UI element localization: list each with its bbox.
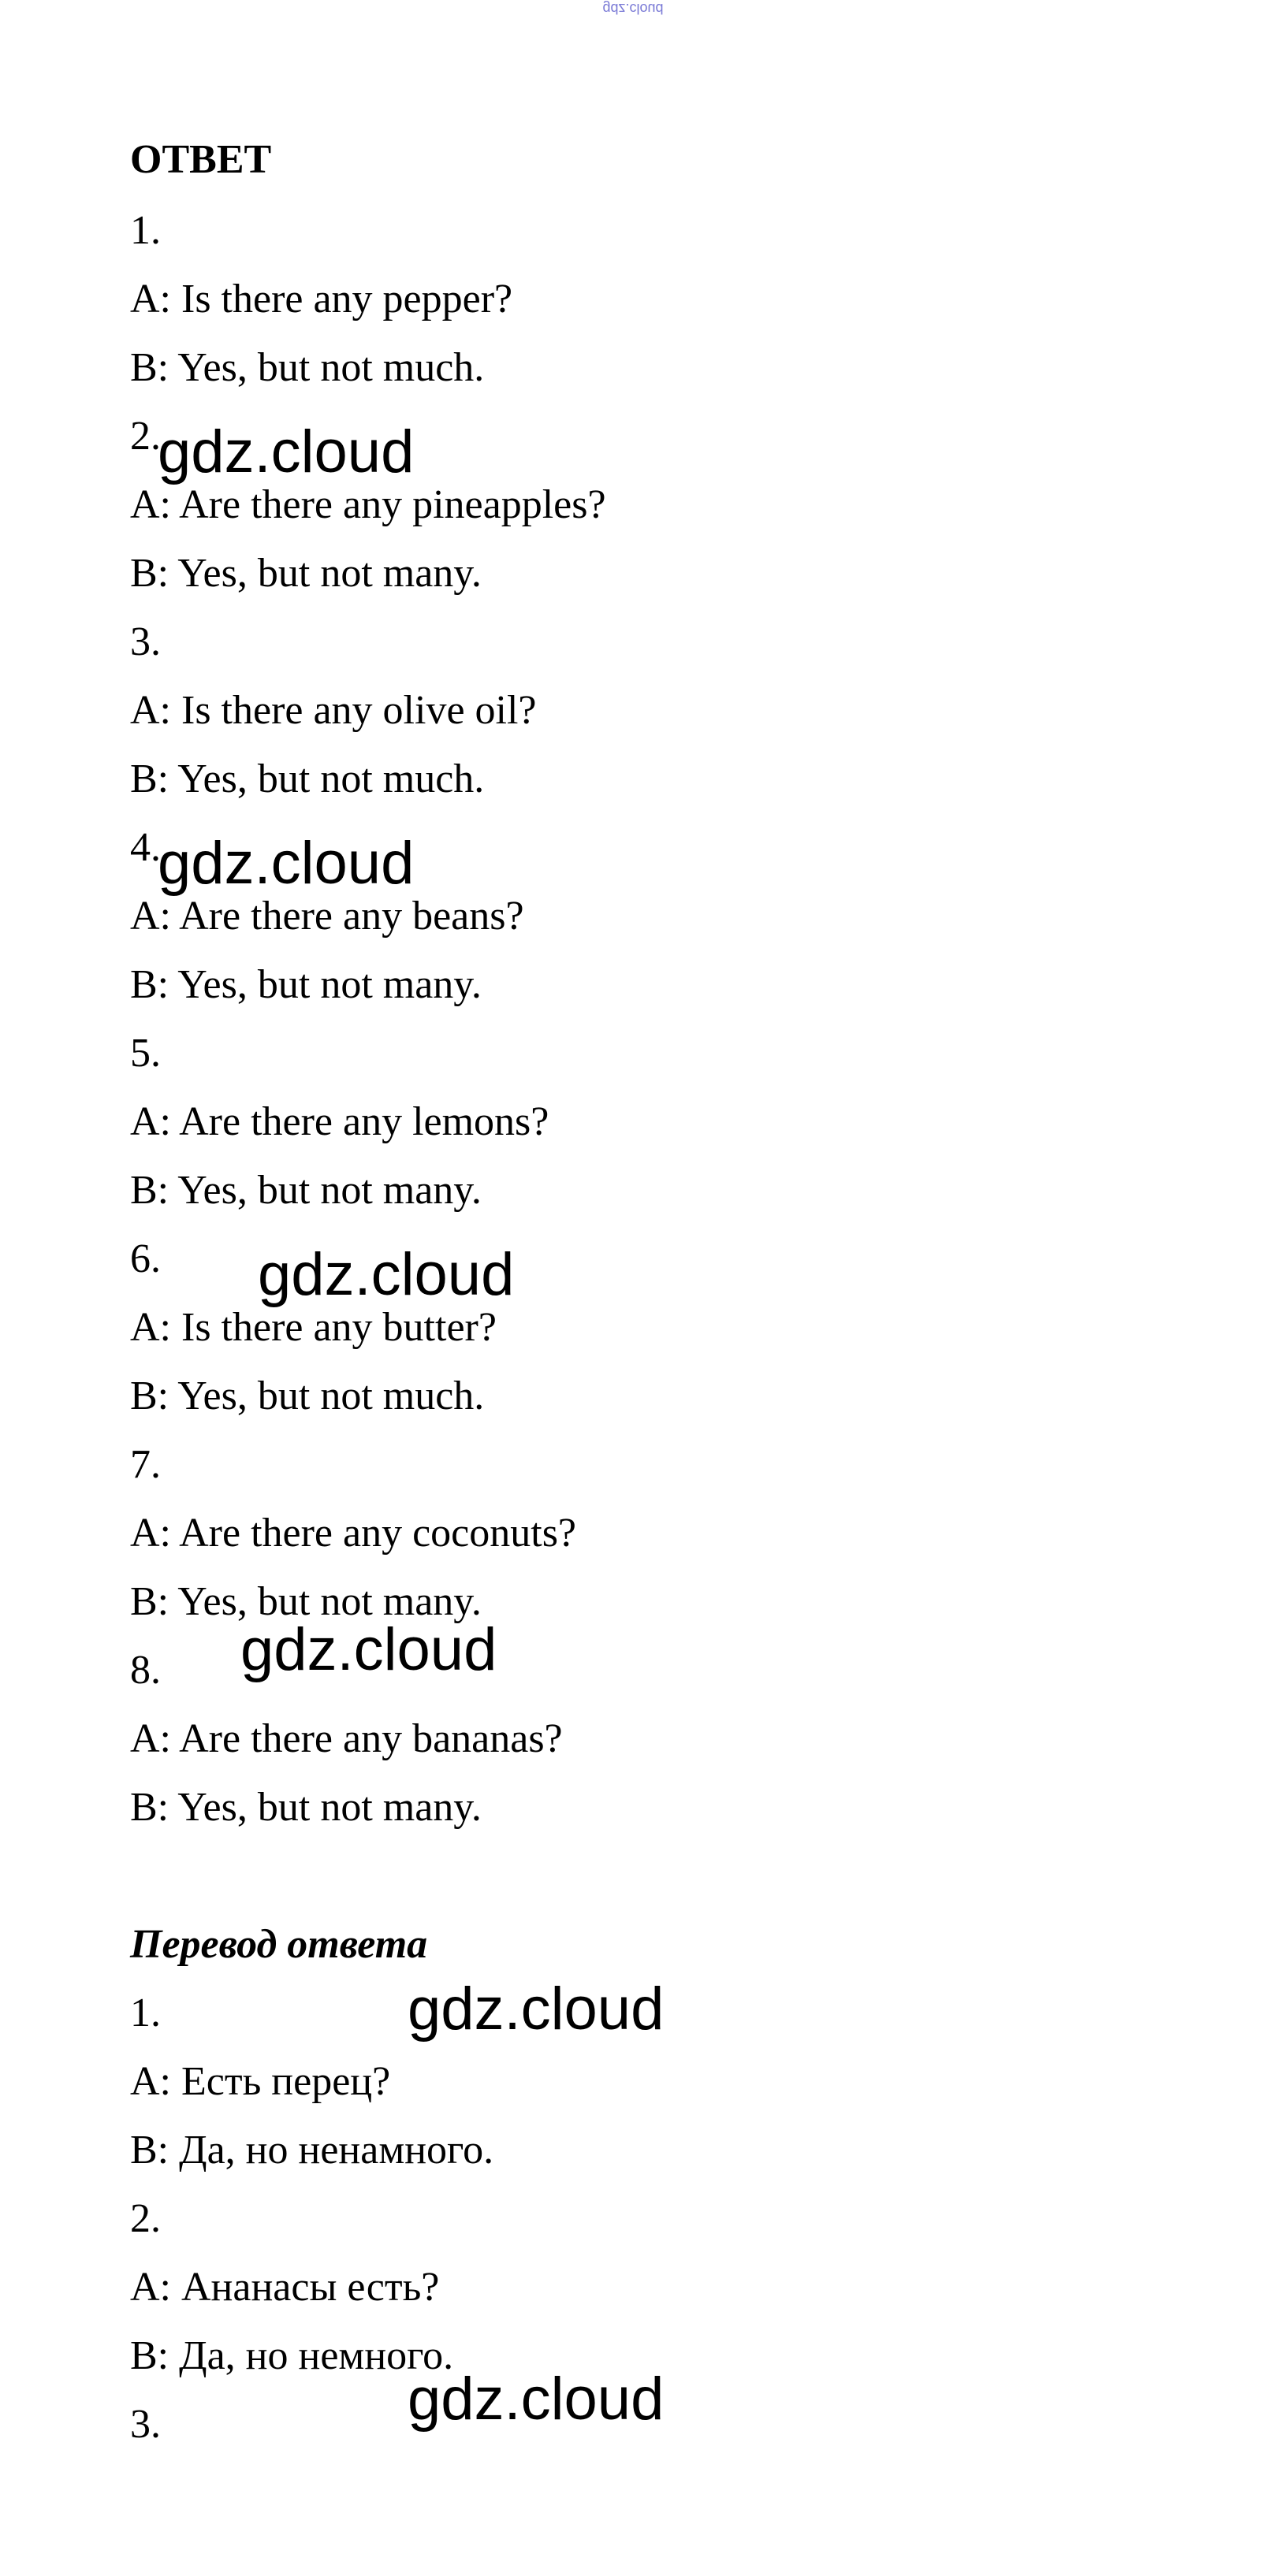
answer-item-8-reply: B: Yes, but not many.	[130, 1785, 482, 1830]
translation-heading: Перевод ответа	[130, 1922, 428, 1967]
answer-item-3-question: A: Is there any olive oil?	[130, 688, 537, 733]
translation-item-1-question: A: Есть перец?	[130, 2059, 391, 2104]
answer-item-3-number: 3.	[130, 619, 161, 664]
watermark: gdz.cloud	[408, 1976, 665, 2043]
watermark: gdz.cloud	[158, 830, 415, 897]
translation-item-1-reply: B: Да, но ненамного.	[130, 2128, 494, 2173]
answer-item-7-reply: B: Yes, but not many.	[130, 1579, 482, 1624]
answer-item-1-reply: B: Yes, but not much.	[130, 345, 485, 390]
answer-item-2-question: A: Are there any pineapples?	[130, 482, 606, 527]
watermark: gdz.cloud	[240, 1616, 497, 1683]
answer-item-4-number: 4.	[130, 825, 161, 870]
translation-item-2-question: A: Ананасы есть?	[130, 2265, 440, 2310]
answer-item-7-number: 7.	[130, 1442, 161, 1487]
answer-item-5-question: A: Are there any lemons?	[130, 1099, 549, 1144]
answer-item-3-reply: B: Yes, but not much.	[130, 756, 485, 801]
answer-item-4-reply: B: Yes, but not many.	[130, 962, 482, 1007]
top-watermark: gdz.cloud	[602, 1, 664, 17]
watermark: gdz.cloud	[408, 2366, 665, 2433]
answer-heading: ОТВЕТ	[130, 137, 272, 182]
translation-item-2-reply: B: Да, но немного.	[130, 2333, 454, 2378]
answer-item-5-number: 5.	[130, 1031, 161, 1076]
translation-item-2-number: 2.	[130, 2196, 161, 2241]
watermark: gdz.cloud	[158, 418, 415, 485]
answer-item-2-reply: B: Yes, but not many.	[130, 551, 482, 596]
answer-item-6-question: A: Is there any butter?	[130, 1305, 497, 1350]
answer-item-8-number: 8.	[130, 1648, 161, 1693]
answer-item-1-question: A: Is there any pepper?	[130, 277, 513, 322]
answer-item-8-question: A: Are there any bananas?	[130, 1716, 563, 1761]
translation-item-1-number: 1.	[130, 1991, 161, 2035]
answer-item-2-number: 2.	[130, 414, 161, 459]
answer-item-6-number: 6.	[130, 1236, 161, 1281]
watermark: gdz.cloud	[258, 1241, 515, 1308]
answer-item-5-reply: B: Yes, but not many.	[130, 1168, 482, 1213]
answer-item-1-number: 1.	[130, 208, 161, 253]
answer-item-6-reply: B: Yes, but not much.	[130, 1373, 485, 1418]
answer-item-4-question: A: Are there any beans?	[130, 894, 524, 939]
translation-item-3-number: 3.	[130, 2402, 161, 2447]
answer-item-7-question: A: Are there any coconuts?	[130, 1511, 577, 1556]
